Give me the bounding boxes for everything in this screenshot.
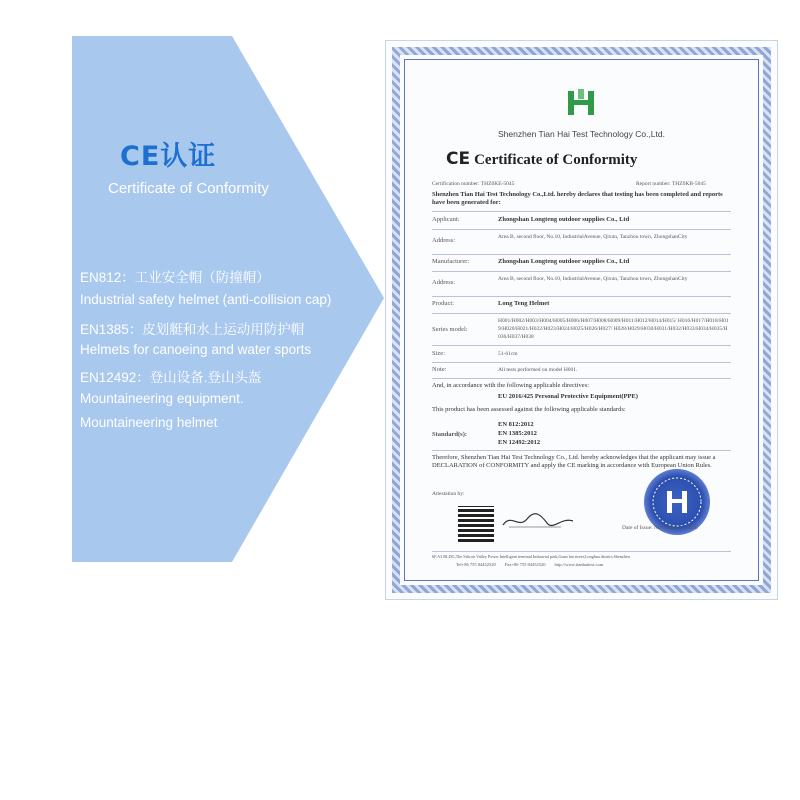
directive-value: EU 2016/425 Personal Protective Equipment(PPE) [498,393,638,400]
manufacturer-address-value: Area B, second floor, No.10, IndustrialAvenue, Qixun, Tanzhou town, ZhongshanCity [498,276,688,282]
declaration-text: Shenzhen Tian Hai Test Technology Co.,Ltd. hereby declares that testing has been completed and reports have been generated for: [432,191,723,206]
banner-line-en1385: EN1385：皮划艇和水上运动用防护帽 [80,322,305,337]
banner-line-en12492-desc1: Mountaineering equipment. [80,391,244,406]
note-label: Note: [432,366,447,373]
certificate-title-text: Certificate of Conformity [474,152,638,168]
standards-label: Standard(s): [432,431,468,438]
banner-line-en12492: EN12492：登山设备.登山头盔 [80,370,262,385]
report-number: Report number: THZ0KB-5045 [636,181,706,187]
ce-mark: CE [446,149,471,169]
size-label: Size: [432,350,445,357]
divider [432,229,731,230]
banner-line-en812: EN812：工业安全帽（防撞帽） [80,270,270,285]
applicant-value: Zhongshan Longteng outdoor supplies Co., Ltd [498,216,630,223]
product-value: Long Teng Helmet [498,300,550,307]
applicant-address-label: Address: [432,237,456,244]
manufacturer-address-label: Address: [432,279,456,286]
qr-code-icon [458,506,494,542]
divider [432,211,731,212]
applicant-label: Applicant: [432,216,460,223]
manufacturer-value: Zhongshan Longteng outdoor supplies Co., Ltd [498,258,630,265]
banner-line-en1385-desc: Helmets for canoeing and water sports [80,342,312,357]
banner-title: CE认证 [120,141,217,172]
date-of-issue: Date of Issue: November 27, 2020 [622,525,698,531]
certificate-company: Shenzhen Tian Hai Test Technology Co.,Ltd. [498,129,665,139]
product-label: Product: [432,300,455,307]
series-value: H001/H002/H003/H004/H005/H006/H007/H008/H009/H011/H012/H014/H015/ H016/H017/H018/H019/H020/H021/H022/H023/H024/H025/H026/H027/ H028/H029/H030/H031/H032/H033/H034/H035/H036/H037/H038 [498,318,729,340]
banner-line-en812-desc: Industrial safety helmet (anti-collision cap) [80,292,332,307]
manufacturer-label: Manufacturer: [432,258,470,265]
size-value: 51-61cm [498,351,518,357]
attestation-label: Attestation by: [432,491,465,497]
banner-line-en12492-desc2: Mountaineering helmet [80,415,218,430]
cert-number: Certification number: THZ0KE-5045 [432,181,515,187]
footer-contact: Tel+86 755 84452520 Fax+86 755 84452520 http://www.tianhaitest.com [456,562,604,567]
standard-en812: EN 812:2012 [498,421,534,428]
standard-en12492: EN 12492:2012 [498,439,541,446]
divider [432,296,731,297]
signature-icon [501,511,575,531]
divider [432,313,731,314]
divider [432,271,731,272]
divider [432,345,731,346]
divider [432,450,731,451]
divider [432,551,731,552]
tianhai-logo-icon [564,87,600,119]
directive-intro: And, in accordance with the following applicable directives: [432,382,590,389]
certificate [385,40,778,600]
divider [432,378,731,379]
certificate-title [446,149,637,169]
standards-intro: This product has been assessed against the following applicable standards: [432,406,626,413]
standard-en1385: EN 1385:2012 [498,430,537,437]
banner-subtitle: Certificate of Conformity [108,180,269,197]
series-label: Series model: [432,326,468,333]
therefore-text: Therefore, Shenzhen Tian Hai Test Technology Co., Ltd. hereby acknowledges that the applicant may issue a DECLARATION of CONFORMITY and apply the CE marking in accordance with European Union Rules. [432,454,716,469]
divider [432,254,731,255]
footer-address: 6F,A3 BLDG,The Silicon Valley Power Intelligent terminal Industrial park,Guan lan street,Longhua district,Shenzhen [432,554,630,559]
divider [432,362,731,363]
applicant-address-value: Area B, second floor, No.10, IndustrialAvenue, Qixun, Tanzhou town, ZhongshanCity [498,234,688,240]
note-value: All tests performed on model H001. [498,367,578,373]
